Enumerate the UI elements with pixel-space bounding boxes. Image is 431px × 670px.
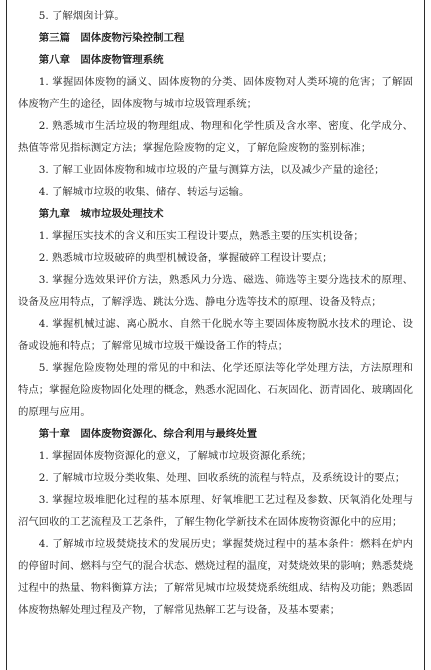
chapter-8-item-1: 1. 掌握固体废物的涵义、固体废物的分类、固体废物对人类环境的危害；了解固体废物产生的途径，固体废物与城市垃圾管理系统； (18, 76, 413, 110)
chapter-10-title: 第十章 固体废物资源化、综合利用与最终处置 (38, 428, 257, 440)
chapter-10-item-1: 1. 掌握固体废物资源化的意义，了解城市垃圾资源化系统； (38, 450, 312, 462)
chapter-9-title: 第九章 城市垃圾处理技术 (38, 208, 164, 220)
chapter-10-item-3: 3. 掌握垃圾堆肥化过程的基本原理、好氧堆肥工艺过程及参数、厌氧消化处理与沼气回收的工艺流程及工艺条件，了解生物化学新技术在固体废物资源化中的应用； (18, 494, 413, 528)
continued-item: 5. 了解烟囱计算。 (38, 10, 125, 22)
chapter-8-item-4: 4. 了解城市垃圾的收集、储存、转运与运输。 (38, 186, 250, 198)
part-title: 第三篇 固体废物污染控制工程 (38, 32, 185, 44)
chapter-10-item-4: 4. 了解城市垃圾焚烧技术的发展历史；掌握焚烧过程中的基本条件：燃料在炉内的停留时间、燃料与空气的混合状态、燃烧过程的温度，对焚烧效果的影响；熟悉焚烧过程中的热量、物料衡算方法；了解常见城市垃圾焚烧系统组成、结构及功能；熟悉固体废物热解处理过程及产物，了解常见热解工艺与设备，及基本要素； (18, 538, 413, 616)
chapter-9-item-2: 2. 熟悉城市垃圾破碎的典型机械设备，掌握破碎工程设计要点； (38, 252, 333, 264)
chapter-8-item-2: 2. 熟悉城市生活垃圾的物理组成、物理和化学性质及含水率、密度、化学成分、热值等常见指标测定方法；掌握危险废物的定义，了解危险废物的鉴别标准； (18, 120, 413, 154)
chapter-9-item-4: 4. 掌握机械过滤、离心脱水、自然干化脱水等主要固体废物脱水技术的理论、设备或设施和特点；了解常见城市垃圾干燥设备工作的特点； (18, 318, 413, 352)
chapter-9-item-5: 5. 掌握危险废物处理的常见的中和法、化学还原法等化学处理方法，方法原理和特点；掌握危险废物固化处理的概念，熟悉水泥固化、石灰固化、沥青固化、玻璃固化的原理与应用。 (18, 362, 413, 418)
chapter-10-item-2: 2. 了解城市垃圾分类收集、处理、回收系统的流程与特点，及系统设计的要点； (38, 472, 406, 484)
document-body (7, 0, 424, 621)
chapter-9-item-1: 1. 掌握压实技术的含义和压实工程设计要点，熟悉主要的压实机设备； (38, 230, 364, 242)
chapter-9-item-3: 3. 掌握分选效果评价方法，熟悉风力分选、磁选、筛选等主要分选技术的原理、设备及应用特点，了解浮选、跳汰分选、静电分选等技术的原理、设备及特点； (18, 274, 413, 308)
document-frame (6, 0, 425, 670)
chapter-8-item-3: 3. 了解工业固体废物和城市垃圾的产量与测算方法，以及减少产量的途径； (38, 164, 385, 176)
chapter-8-title: 第八章 固体废物管理系统 (38, 54, 164, 66)
